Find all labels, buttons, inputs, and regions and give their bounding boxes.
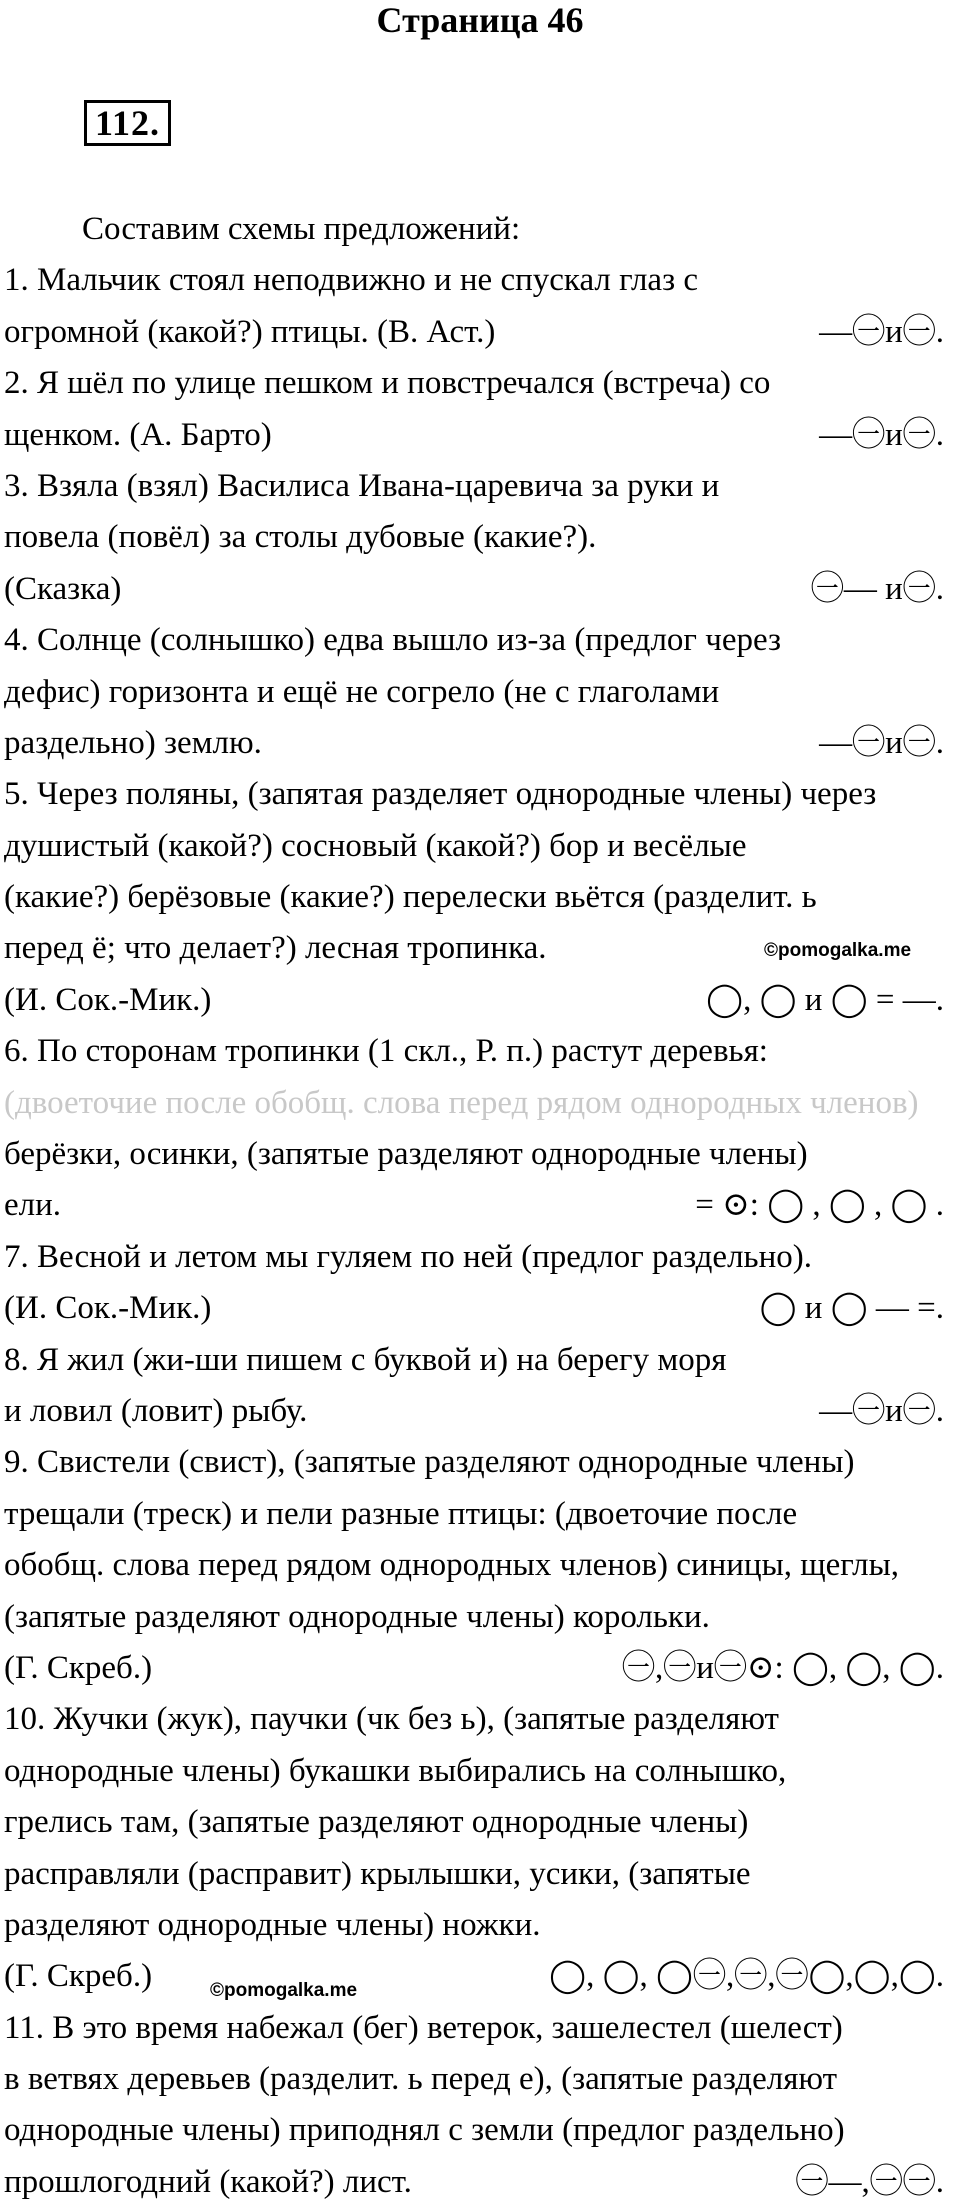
sentence-3-line-1: 3. Взяла (взял) Василиса Ивана-царевича за руки и [4, 467, 720, 504]
sentence-5-source: (И. Сок.-Мик.) [4, 981, 212, 1018]
sentence-10-line-3: грелись там, (запятые разделяют однородные члены) [4, 1804, 749, 1841]
exercise-number: 112. [84, 100, 171, 146]
sentence-2-text: щенком. (А. Барто) [4, 416, 272, 453]
sentence-5-line-3: (какие?) берёзовые (какие?) перелески вьётся (разделит. ь [4, 879, 817, 916]
sentence-5-line-1: 5. Через поляны, (запятая разделяет однородные члены) через [4, 776, 877, 813]
sentence-3-line-2: повела (повёл) за столы дубовые (какие?). [4, 519, 597, 556]
sentence-1-line-2 [4, 307, 944, 358]
sentence-6-line-2: (двоеточие после обобщ. слова перед рядом однородных членов) [4, 1084, 919, 1121]
sentence-10-source: (Г. Скреб.) [4, 1958, 153, 1995]
sentence-4-text: раздельно) землю. [4, 724, 262, 761]
sentence-10-line-1: 10. Жучки (жук), паучки (чк без ь), (запятые разделяют [4, 1701, 779, 1738]
sentence-2-line-2 [4, 410, 944, 461]
sentence-5-schema: ◯, ◯ и ◯ = —. [706, 981, 944, 1018]
sentence-3-schema: ㊀— и㊀. [810, 570, 944, 607]
page-title: Страница 46 [376, 0, 584, 40]
sentence-9-line-2: трещали (треск) и пели разные птицы: (двоеточие после [4, 1495, 798, 1532]
sentence-7-source: (И. Сок.-Мик.) [4, 1290, 212, 1327]
sentence-5-line-5 [4, 975, 944, 1026]
sentence-7-line-1: 7. Весной и летом мы гуляем по ней (предлог раздельно). [4, 1238, 813, 1275]
sentence-9-source: (Г. Скреб.) [4, 1649, 153, 1686]
sentence-8-line-1: 8. Я жил (жи-ши пишем с буквой и) на берегу моря [4, 1341, 727, 1378]
sentence-1-text: огромной (какой?) птицы. (В. Аст.) [4, 313, 496, 350]
sentence-7-line-2 [4, 1283, 944, 1334]
sentence-4-schema: —㊀и㊀. [819, 724, 944, 761]
sentence-5-text: перед ё; что делает?) лесная тропинка. [4, 930, 547, 967]
sentence-6-schema: = ⊙: ◯ , ◯ , ◯ . [695, 1187, 944, 1224]
sentence-10-line-5: разделяют однородные члены) ножки. [4, 1906, 541, 1943]
sentence-7-schema: ◯ и ◯ — =. [759, 1290, 944, 1327]
sentence-8-line-2 [4, 1386, 944, 1437]
intro-line: Составим схемы предложений: [82, 211, 521, 247]
sentence-6-line-4 [4, 1180, 944, 1231]
sentence-9-line-5 [4, 1643, 944, 1694]
sentence-10-line-2: однородные члены) букашки выбирались на солнышко, [4, 1752, 787, 1789]
sentence-10-line-4: расправляли (расправит) крылышки, усики, (запятые [4, 1855, 751, 1892]
sentence-11-line-1: 11. В это время набежал (бег) ветерок, зашелестел (шелест) [4, 2009, 843, 2046]
exercise-text [4, 204, 944, 2208]
sentence-3-line-3 [4, 564, 944, 615]
sentence-11-line-4 [4, 2157, 944, 2208]
sentence-2-line-1: 2. Я шёл по улице пешком и повстречался (встреча) со [4, 365, 771, 402]
sentence-9-line-1: 9. Свистели (свист), (запятые разделяют однородные члены) [4, 1444, 855, 1481]
sentence-9-schema: ㊀,㊀и㊀⊙: ◯, ◯, ◯. [621, 1649, 944, 1686]
sentence-9-line-4: (запятые разделяют однородные члены) корольки. [4, 1598, 710, 1635]
sentence-6-text: ели. [4, 1187, 62, 1224]
sentence-10-line-6 [4, 1951, 944, 2002]
sentence-1-line-1: 1. Мальчик стоял неподвижно и не спускал глаз с [4, 262, 698, 299]
sentence-4-line-2: дефис) горизонта и ещё не согрело (не с глаголами [4, 673, 720, 710]
sentence-11-schema: ㊀—,㊀㊀. [795, 2163, 944, 2200]
sentence-9-line-3: обобщ. слова перед рядом однородных членов) синицы, щеглы, [4, 1547, 900, 1584]
sentence-6-line-3: берёзки, осинки, (запятые разделяют однородные члены) [4, 1136, 808, 1173]
sentence-11-line-2: в ветвях деревьев (разделит. ь перед е), (запятые разделяют [4, 2061, 838, 2098]
sentence-4-line-3 [4, 718, 944, 769]
watermark-2: ©pomogalka.me [210, 1980, 358, 2002]
sentence-6-line-1: 6. По сторонам тропинки (1 скл., Р. п.) растут деревья: [4, 1033, 768, 1070]
sentence-4-line-1: 4. Солнце (солнышко) едва вышло из-за (предлог через [4, 622, 782, 659]
sentence-5-line-4 [4, 923, 944, 974]
sentence-3-source: (Сказка) [4, 570, 122, 607]
sentence-5-line-2: душистый (какой?) сосновый (какой?) бор и весёлые [4, 827, 747, 864]
sentence-10-schema: ◯, ◯, ◯㊀,㊀,㊀◯,◯,◯. [549, 1958, 944, 1995]
sentence-8-schema: —㊀и㊀. [819, 1392, 944, 1429]
sentence-11-line-3: однородные члены) приподнял с земли (предлог раздельно) [4, 2112, 845, 2149]
sentence-1-schema: —㊀и㊀. [819, 313, 944, 350]
sentence-8-text: и ловил (ловит) рыбу. [4, 1392, 308, 1429]
watermark-1: ©pomogalka.me [764, 940, 912, 962]
sentence-11-text: прошлогодний (какой?) лист. [4, 2163, 412, 2200]
sentence-2-schema: —㊀и㊀. [819, 416, 944, 453]
